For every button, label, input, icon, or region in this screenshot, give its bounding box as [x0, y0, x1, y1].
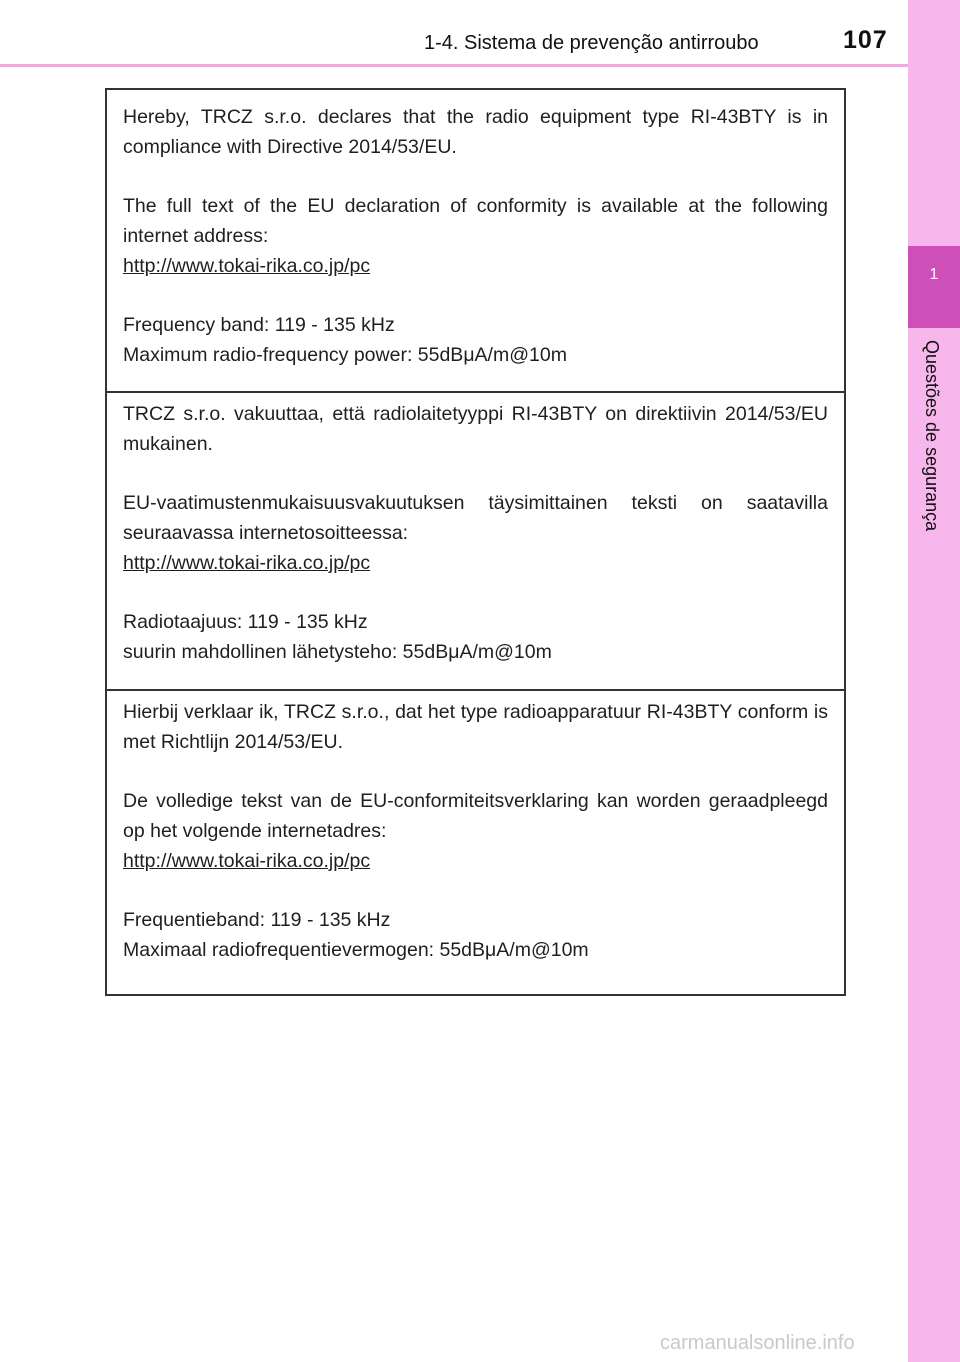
chapter-tab[interactable] — [908, 246, 960, 328]
declaration-availability: De volledige tekst van de EU-conformiteitsverklaring kan worden geraadpleegd op het volgende internetadres: — [123, 790, 828, 842]
header-divider — [0, 64, 908, 67]
declaration-statement: TRCZ s.r.o. vakuuttaa, että radiolaitetyyppi RI-43BTY on direktiivin 2014/53/EU mukainen. — [123, 403, 828, 455]
declaration-url-link[interactable]: http://www.tokai-rika.co.jp/pc — [123, 850, 371, 872]
declaration-english — [107, 90, 844, 391]
declaration-availability: EU-vaatimustenmukaisuusvakuutuksen täysimittainen teksti on saatavilla seuraavassa internetosoitteessa: — [123, 492, 828, 544]
declaration-statement: Hierbij verklaar ik, TRCZ s.r.o., dat het type radioapparatuur RI-43BTY conform is met Richtlijn 2014/53/EU. — [123, 701, 828, 753]
declaration-dutch — [107, 689, 844, 994]
declaration-finnish — [107, 391, 844, 689]
declaration-frequency: Frequentieband: 119 - 135 kHz — [123, 909, 391, 931]
chapter-number: 1 — [929, 266, 939, 283]
side-tab-band — [908, 0, 960, 1362]
declaration-url-link[interactable]: http://www.tokai-rika.co.jp/pc — [123, 255, 371, 277]
watermark: carmanualsonline.info — [660, 1332, 855, 1354]
declaration-frequency: Frequency band: 119 - 135 kHz — [123, 314, 395, 336]
section-title: 1-4. Sistema de prevenção antirroubo — [424, 32, 759, 54]
declaration-power: suurin mahdollinen lähetysteho: 55dBμA/m@10m — [123, 641, 552, 663]
declaration-statement: Hereby, TRCZ s.r.o. declares that the radio equipment type RI-43BTY is in compliance with Directive 2014/53/EU. — [123, 106, 828, 158]
declaration-url-link[interactable]: http://www.tokai-rika.co.jp/pc — [123, 552, 371, 574]
declaration-frequency: Radiotaajuus: 119 - 135 kHz — [123, 611, 368, 633]
chapter-label: Questões de segurança — [922, 340, 942, 532]
declaration-availability: The full text of the EU declaration of conformity is available at the following internet address: — [123, 195, 828, 247]
declaration-power: Maximum radio-frequency power: 55dBμA/m@10m — [123, 344, 567, 366]
declaration-power: Maximaal radiofrequentievermogen: 55dBμA/m@10m — [123, 939, 589, 961]
page-number: 107 — [843, 26, 888, 54]
declaration-table — [105, 88, 846, 996]
